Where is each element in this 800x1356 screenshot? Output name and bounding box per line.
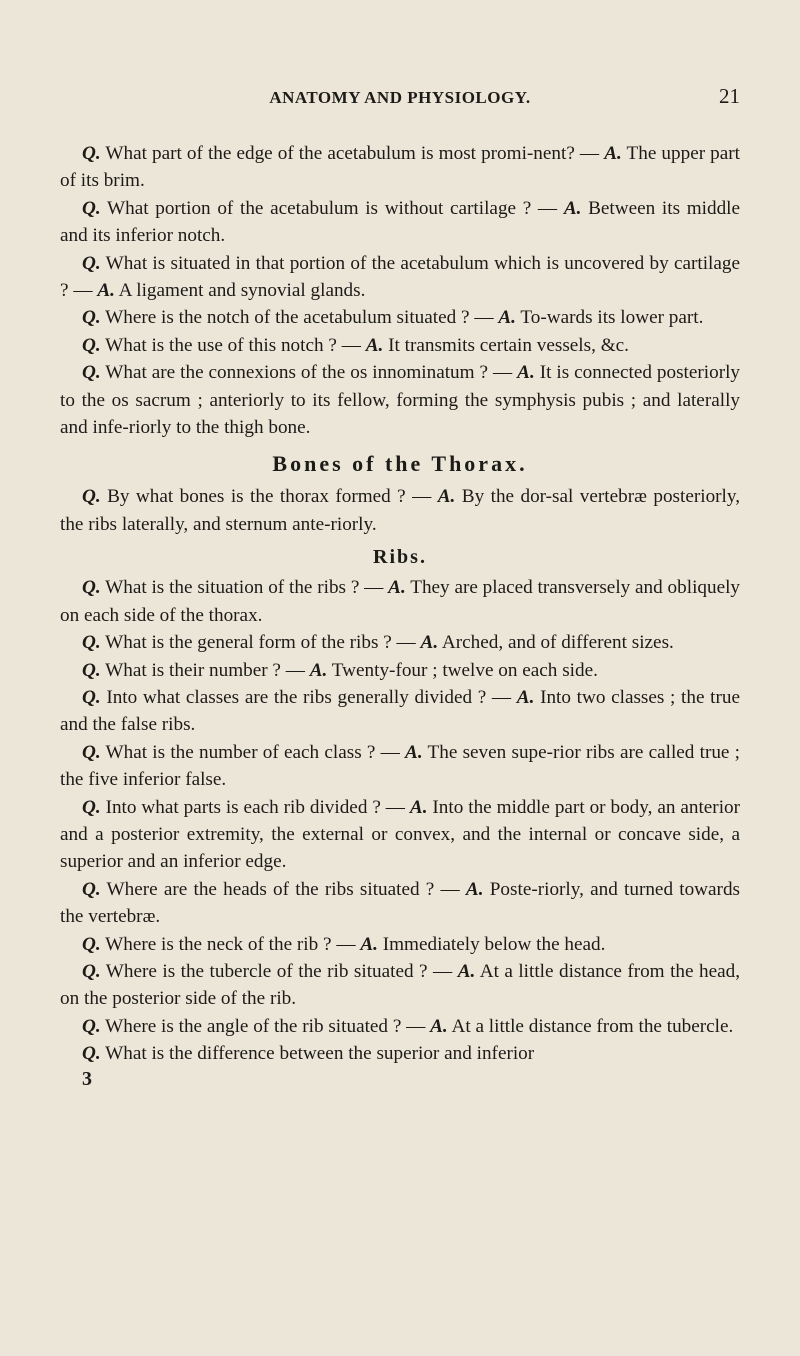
question-marker: Q. — [82, 577, 101, 599]
answer-text: The upper part of its brim. — [60, 143, 741, 192]
qa-item — [60, 739, 740, 794]
question-text: Where is the tubercle of the rib situated ? — — [105, 960, 453, 982]
body-text — [60, 140, 740, 1090]
question-marker: Q. — [82, 197, 101, 219]
answer-marker: A. — [604, 143, 622, 164]
question-marker: Q. — [82, 878, 101, 900]
answer-marker: A. — [360, 933, 378, 955]
qa-item — [60, 684, 740, 739]
answer-text: Twenty-four ; twelve on each side. — [331, 659, 598, 681]
qa-item — [60, 958, 740, 1013]
qa-item — [60, 483, 740, 538]
section-heading-thorax: Bones of the Thorax. — [272, 451, 528, 477]
qa-item — [60, 359, 740, 441]
answer-marker: A. — [409, 796, 428, 818]
question-marker: Q. — [82, 933, 101, 955]
question-marker: Q. — [82, 960, 101, 982]
section-heading-ribs: Ribs. — [373, 546, 427, 569]
question-text: Where is the angle of the rib situated ? — — [105, 1015, 426, 1037]
question-text: Into what parts is each rib divided ? — — [105, 796, 405, 818]
answer-text: Arched, and of different sizes. — [441, 632, 674, 654]
answer-text: At a little distance from the tubercle. — [451, 1015, 734, 1037]
answer-marker: A. — [437, 486, 456, 508]
answer-text: A ligament and synovial glands. — [118, 280, 366, 302]
question-text: Into what classes are the ribs generally divided ? — — [106, 686, 512, 708]
question-marker: Q. — [82, 686, 101, 708]
answer-text: The seven supe-rior ribs are called true ; the five inferior false. — [60, 741, 740, 791]
answer-marker: A. — [563, 197, 582, 219]
qa-item — [60, 876, 740, 931]
qa-item — [60, 140, 740, 195]
running-head — [60, 84, 740, 118]
question-marker: Q. — [82, 796, 101, 818]
question-text: By what bones is the thorax formed ? — — [107, 486, 432, 508]
question-text: What are the connexions of the os innominatum ? — — [105, 362, 513, 384]
page-number: 21 — [719, 84, 740, 108]
question-marker: Q. — [82, 1015, 101, 1037]
answer-marker: A. — [420, 632, 439, 654]
answer-marker: A. — [457, 960, 476, 982]
question-marker: Q. — [82, 659, 101, 681]
qa-item — [60, 794, 740, 876]
question-text: What is their number ? — — [105, 659, 305, 681]
question-text: Where are the heads of the ribs situated ? — — [106, 878, 460, 900]
answer-marker: A. — [309, 659, 328, 681]
answer-marker: A. — [498, 307, 516, 329]
answer-text: It transmits certain vessels, &c. — [388, 334, 629, 356]
question-text: What portion of the acetabulum is without cartilage ? — — [107, 197, 558, 219]
answer-marker: A. — [365, 334, 384, 356]
answer-marker: A. — [465, 878, 484, 900]
qa-item — [60, 332, 740, 359]
question-text: What is the difference between the superior and inferior — [105, 1043, 535, 1065]
answer-text: It is connected posteriorly to the os sacrum ; anteriorly to its fellow, forming the symphysis pubis ; and laterally and infe-riorly to the thigh bone. — [60, 362, 741, 439]
answer-text: Into two classes ; the true and the false ribs. — [60, 686, 740, 736]
question-text: What part of the edge of the acetabulum is most promi-nent? — — [105, 143, 600, 164]
answer-text: At a little distance from the head, on the posterior side of the rib. — [60, 960, 740, 1010]
question-marker: Q. — [82, 486, 101, 508]
qa-block-ribs — [60, 574, 740, 1040]
answer-marker: A. — [430, 1015, 448, 1037]
question-text: What is situated in that portion of the acetabulum which is uncovered by cartilage ? — — [60, 252, 740, 302]
answer-text: Into the middle part or body, an anterior and a posterior extremity, the external or convex, and the internal or concave side, a superior and an inferior edge. — [60, 796, 741, 873]
answer-text: They are placed transversely and obliquely on each side of the thorax. — [60, 577, 741, 626]
answer-marker: A. — [97, 280, 115, 302]
answer-text: To-wards its lower part. — [520, 307, 704, 329]
question-marker: Q. — [82, 362, 101, 384]
qa-continuation — [60, 1040, 740, 1067]
qa-item — [60, 304, 740, 331]
qa-item — [60, 1013, 740, 1040]
answer-marker: A. — [388, 577, 406, 599]
question-marker: Q. — [82, 252, 101, 274]
answer-marker: A. — [405, 741, 423, 763]
answer-text: Immediately below the head. — [382, 933, 606, 955]
qa-item — [60, 657, 740, 684]
question-marker: Q. — [82, 741, 101, 763]
qa-item — [60, 574, 740, 629]
answer-marker: A. — [517, 362, 535, 384]
answer-text: By the dor-sal vertebræ posteriorly, the ribs laterally, and sternum ante-riorly. — [60, 486, 741, 535]
question-text: What is the use of this notch ? — — [105, 334, 361, 356]
question-text: What is the situation of the ribs ? — — [105, 577, 384, 599]
qa-item — [60, 195, 740, 250]
question-marker: Q. — [82, 1043, 101, 1065]
qa-item — [60, 629, 740, 656]
qa-item — [60, 250, 740, 305]
signature-mark: 3 — [82, 1067, 92, 1090]
answer-text: Poste-riorly, and turned towards the vertebræ. — [60, 878, 741, 928]
question-text: Where is the notch of the acetabulum situated ? — — [105, 307, 494, 329]
qa-block-acetabulum — [60, 140, 740, 441]
question-marker: Q. — [82, 334, 101, 356]
qa-item — [60, 931, 740, 958]
question-marker: Q. — [82, 143, 101, 164]
question-marker: Q. — [82, 632, 101, 654]
answer-text: Between its middle and its inferior notch. — [60, 197, 741, 247]
question-text: What is the general form of the ribs ? — — [105, 632, 416, 654]
question-text: What is the number of each class ? — — [105, 741, 400, 763]
running-title: ANATOMY AND PHYSIOLOGY. — [269, 88, 531, 107]
answer-marker: A. — [516, 686, 535, 708]
question-marker: Q. — [82, 307, 101, 329]
question-text: Where is the neck of the rib ? — — [105, 933, 356, 955]
qa-block-thorax — [60, 483, 740, 538]
